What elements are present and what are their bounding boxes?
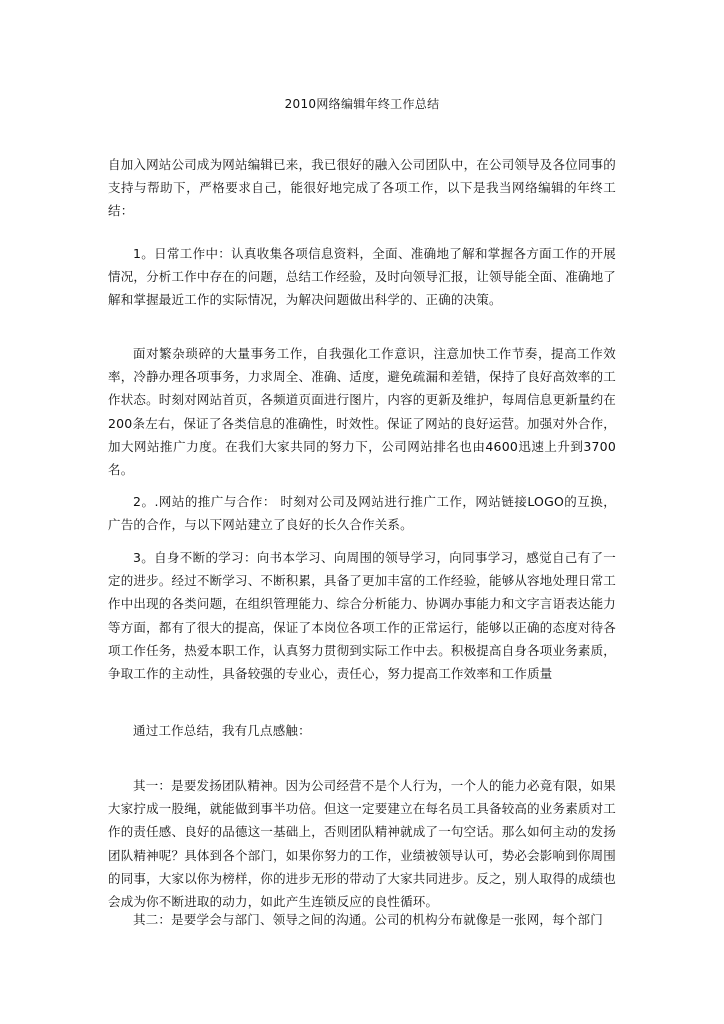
paragraph-daily-work: 1。日常工作中：认真收集各项信息资料，全面、准确地了解和掌握各方面工作的开展情况，分析工作中存在的问题，总结工作经验，及时向领导汇报，让领导能全面、准确地了解和掌握最近工作的实际情况，为解决问题做出科学的、正确的决策。 xyxy=(108,246,617,308)
paragraph-communication: 其二：是要学会与部门、领导之间的沟通。公司的机构分布就像是一张网，每个部门 xyxy=(133,912,603,927)
paragraph-affairs: 面对繁杂琐碎的大量事务工作，自我强化工作意识，注意加快工作节奏，提高工作效率，冷静办理各项事务，力求周全、准确、适度，避免疏漏和差错，保持了良好高效率的工作状态。时刻对网站首页，各频道页面进行图片，内容的更新及维护，每周信息更新量约在200条左右，保证了各类信息的准确性，时效性。保证了网站的良好运营。加强对外合作，加大网站推广力度。在我们大家共同的努力下，公司网站排名也由4600迅速上升到3700名。 xyxy=(108,346,617,478)
document-title: 2010网络编辑年终工作总结 xyxy=(284,97,440,111)
paragraph-promotion: 2。.网站的推广与合作： 时刻对公司及网站进行推广工作，网站链接LOGO的互换，广告的合作，与以下网站建立了良好的长久合作关系。 xyxy=(108,494,616,533)
paragraph-reflection-intro: 通过工作总结，我有几点感触： xyxy=(133,723,311,738)
paragraph-intro: 自加入网站公司成为网站编辑已来，我已很好的融入公司团队中，在公司领导及各位同事的支持与帮助下，严格要求自己，能很好地完成了各项工作，以下是我当网络编辑的年终工结： xyxy=(108,157,617,219)
paragraph-learning: 3。自身不断的学习：向书本学习、向周围的领导学习，向同事学习，感觉自己有了一定的进步。经过不断学习、不断积累，具备了更加丰富的工作经验，能够从容地处理日常工作中出现的各类问题，在组织管理能力、综合分析能力、协调办事能力和文字言语表达能力等方面，都有了很大的提高，保证了本岗位各项工作的正常运行，能够以正确的态度对待各项工作任务，热爱本职工作，认真努力贯彻到实际工作中去。积极提高自身各项业务素质，争取工作的主动性，具备较强的专业心，责任心，努力提高工作效率和工作质量 xyxy=(108,550,617,682)
paragraph-teamwork: 其一：是要发扬团队精神。因为公司经营不是个人行为，一个人的能力必竟有限，如果大家拧成一股绳，就能做到事半功倍。但这一定要建立在每名员工具备较高的业务素质对工作的责任感、良好的品德这一基础上，否则团队精神就成了一句空话。那么如何主动的发扬团队精神呢？具体到各个部门，如果你努力的工作，业绩被领导认可，势必会影响到你周围的同事，大家以你为榜样，你的进步无形的带动了大家共同进步。反之，别人取得的成绩也会成为你不断进取的动力，如此产生连锁反应的良性循环。 xyxy=(108,778,617,910)
